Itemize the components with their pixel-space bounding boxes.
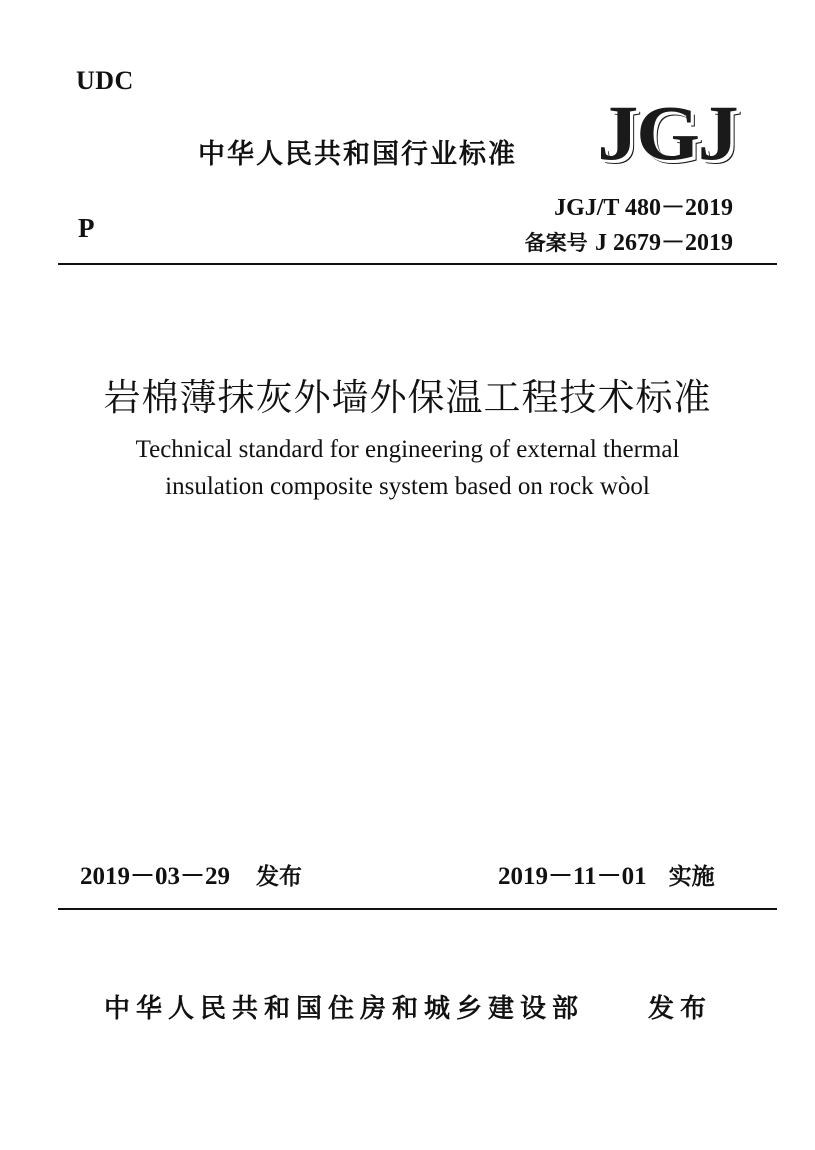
implement-date: 2019－11－01: [498, 863, 647, 890]
classification-code: P: [78, 213, 95, 243]
title-english-line-2: insulation composite system based on rock wòol: [165, 473, 650, 500]
implement-date-line: [498, 856, 715, 892]
title-english: [0, 431, 815, 505]
udc-label: UDC: [76, 66, 134, 95]
issue-label: 发布: [256, 864, 303, 890]
jgj-logo-text: JGJ: [597, 89, 737, 176]
industry-standard-title: 中华人民共和国行业标准: [198, 139, 517, 170]
record-label: 备案号: [524, 231, 588, 255]
title-chinese: 岩棉薄抹灰外墙外保温工程技术标准: [103, 376, 712, 419]
implement-label: 实施: [668, 864, 715, 890]
publisher-name: 中华人民共和国住房和城乡建设部: [104, 994, 585, 1024]
title-english-line-1: Technical standard for engineering of external thermal: [135, 436, 680, 463]
record-number: J 2679－2019: [595, 230, 733, 256]
issue-date-line: [80, 856, 302, 892]
record-number-line: [525, 222, 733, 257]
publisher-action: 发布: [648, 994, 713, 1024]
jgj-logo: [597, 89, 737, 176]
issue-date: 2019－03－29: [80, 863, 231, 890]
top-divider: [58, 263, 777, 265]
bottom-divider: [58, 908, 777, 910]
standard-code: JGJ/T 480－2019: [554, 195, 733, 221]
